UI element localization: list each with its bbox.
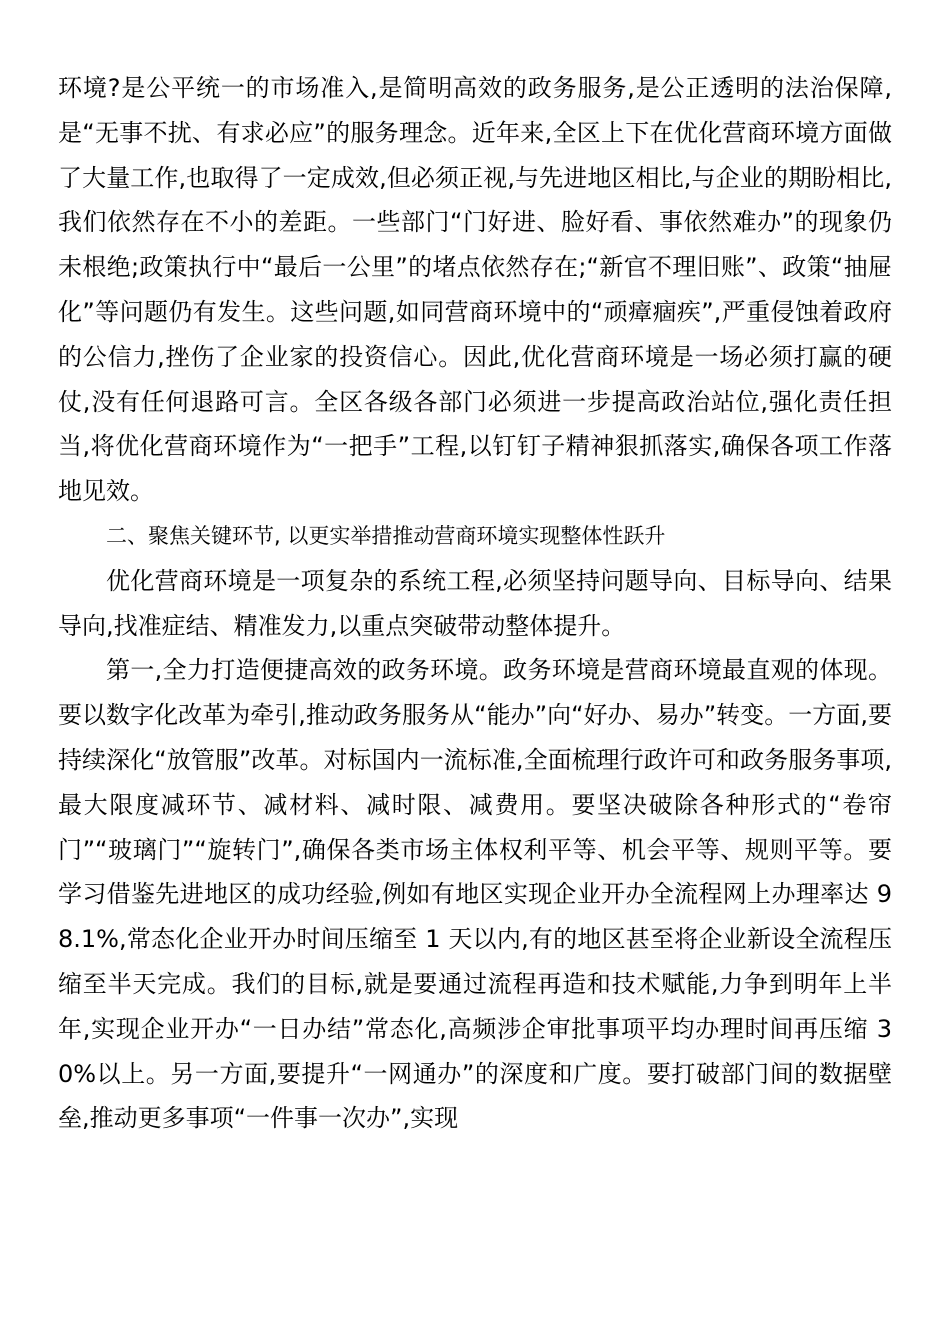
paragraph-first-point: 第一,全力打造便捷高效的政务环境。政务环境是营商环境最直观的体现。要以数字化改革为牵引,推动政务服务从“能办”向“好办、易办”转变。一方面,要持续深化“放管服”改革。对标国内一流标准,全面梳理行政许可和政务服务事项,最大限度减环节、减材料、减时限、减费用。要坚决破除各种形式的“卷帘门”“玻璃门”“旋转门”,确保各类市场主体权利平等、机会平等、规则平等。要学习借鉴先进地区的成功经验,例如有地区实现企业开办全流程网上办理率达 98.1%,常态化企业开办时间压缩至 1 天以内,有的地区甚至将企业新设全流程压缩至半天完成。我们的目标,就是要通过流程再造和技术赋能,力争到明年上半年,实现企业开办“一日办结”常态化,高频涉企审批事项平均办理时间再压缩 30%以上。另一方面,要提升“一网通办”的深度和广度。要打破部门间的数据壁垒,推动更多事项“一件事一次办”,实现 bbox=[58, 656, 892, 1133]
paragraph-overview: 优化营商环境是一项复杂的系统工程,必须坚持问题导向、目标导向、结果导向,找准症结、精准发力,以重点突破带动整体提升。 bbox=[58, 566, 892, 640]
section-heading-2: 二、聚焦关键环节, 以更实举措推动营商环境实现整体性跃升 bbox=[106, 523, 666, 548]
document-page bbox=[58, 66, 892, 1141]
paragraph-intro: 环境?是公平统一的市场准入,是简明高效的政务服务,是公正透明的法治保障,是“无事不扰、有求必应”的服务理念。近年来,全区上下在优化营商环境方面做了大量工作,也取得了一定成效,但必须正视,与先进地区相比,与企业的期盼相比,我们依然存在不小的差距。一些部门“门好进、脸好看、事依然难办”的现象仍未根绝;政策执行中“最后一公里”的堵点依然存在;“新官不理旧账”、政策“抽屉化”等问题仍有发生。这些问题,如同营商环境中的“顽瘴痼疾”,严重侵蚀着政府的公信力,挫伤了企业家的投资信心。因此,优化营商环境是一场必须打赢的硬仗,没有任何退路可言。全区各级各部门必须进一步提高政治站位,强化责任担当,将优化营商环境作为“一把手”工程,以钉钉子精神狠抓落实,确保各项工作落地见效。 bbox=[58, 74, 892, 506]
